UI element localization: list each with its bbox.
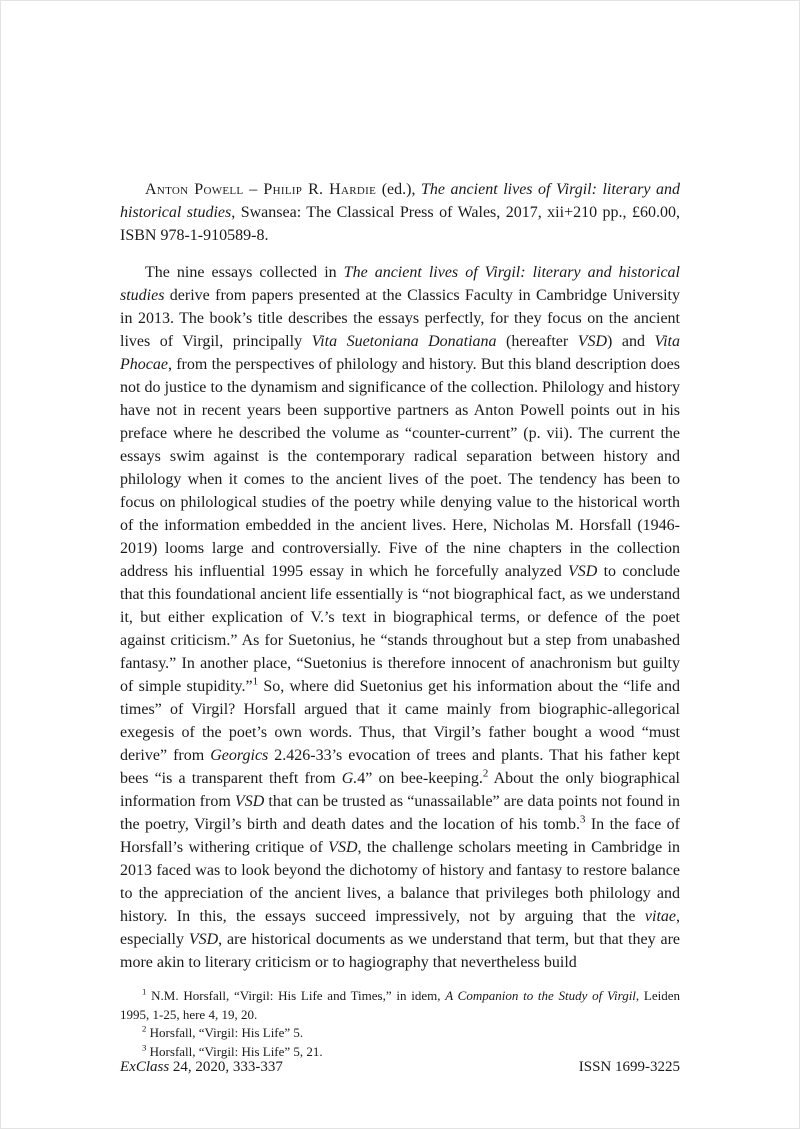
footnote-2: $^2$ Horsfall, “Virgil: His Life” 5. [142, 1023, 304, 1040]
footnotes-block [120, 987, 680, 1061]
journal-reference: ExClass 24, 2020, 333-337 [120, 1059, 283, 1075]
footnote-3: $^3$ Horsfall, “Virgil: His Life” 5, 21. [142, 1042, 323, 1059]
book-citation: Anton Powell – Philip R. Hardie (ed.), The ancient lives of Virgil: literary and historical studies, Swansea: The Classical Press of Wales, 2017, xii+210 pp., £60.00, ISBN 978-1-910589-8. [120, 181, 681, 244]
issn-label: ISSN 1699-3225 [578, 1059, 680, 1075]
footnote-1: $^1$ N.M. Horsfall, “Virgil: His Life and Times,” in idem, A Companion to the Study of Virgil, Leiden 1995, 1-25, here 4, 19, 20. [120, 986, 681, 1022]
review-body-paragraph: The nine essays collected in The ancient lives of Virgil: literary and historical studies derive from papers presented at the Classics Faculty in Cambridge University in 2013. The book’s title describes the essays perfectly, for they focus on the ancient lives of Virgil, principally Vita Suetoniana Donatiana (hereafter VSD) and Vita Phocae, from the perspectives of philology and history. But this bland description does not do justice to the dynamism and significance of the collection. Philology and history have not in recent years been supportive partners as Anton Powell points out in his preface where he described the volume as “counter-current” (p. vii). The current the essays swim against is the contemporary radical separation between history and philology when it comes to the ancient lives of the poet. The tendency has been to focus on philological studies of the poetry while denying value to the historical worth of the information embedded in the ancient lives. Here, Nicholas M. Horsfall (1946-2019) looms large and controversially. Five of the nine chapters in the collection address his influential 1995 essay in which he forcefully analyzed VSD to conclude that this foundational ancient life essentially is “not biographical fact, as we understand it, but either explication of V.’s text in biographical terms, or defence of the poet against criticism.” As for Suetonius, he “stands throughout but a step from unabashed fantasy.” In another place, “Suetonius is therefore innocent of anachronism but guilty of simple stupidity.”$^1$ So, where did Suetonius get his information about the “life and times” of Virgil? Horsfall argued that it came mainly from biographic-allegorical exegesis of the poet’s own words. Thus, that Virgil’s father bought a wood “must derive” from Georgics 2.426-33’s evocation of trees and plants. That his father kept bees “is a transparent theft from G.4” on bee-keeping.$^2$ About the only biographical information from VSD that can be trusted as “unassailable” are data points not found in the poetry, Virgil’s birth and death dates and the location of his tomb.$^3$ In the face of Horsfall’s withering critique of VSD, the challenge scholars meeting in Cambridge in 2013 faced was to look beyond the dichotomy of history and fantasy to restore balance to the appreciation of the ancient lives, a balance that privileges both philology and history. In this, the essays succeed impressively, not by arguing that the vitae, especially VSD, are historical documents as we understand that term, but that they are more akin to literary criticism or to hagiography that nevertheless build [120, 264, 681, 971]
page-footer [120, 1057, 680, 1077]
